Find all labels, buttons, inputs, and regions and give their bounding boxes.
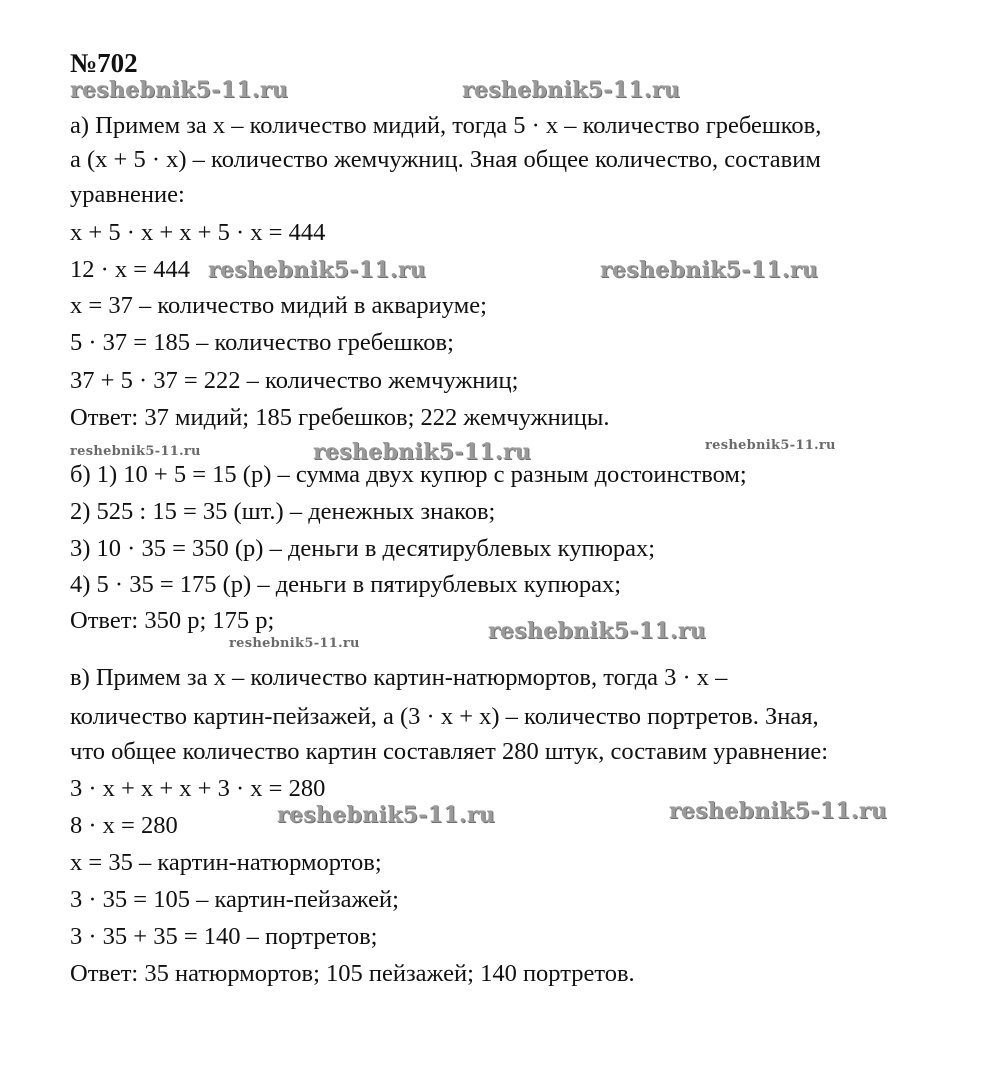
- watermark: reshebnik5-11.ru: [229, 636, 360, 651]
- solution-line: 3 · 35 = 105 – картин-пейзажей;: [70, 886, 399, 913]
- watermark: reshebnik5-11.ru: [669, 798, 888, 824]
- watermark: reshebnik5-11.ru: [70, 444, 201, 459]
- equation-line: 12 · х = 444: [70, 256, 190, 283]
- part-a-line: уравнение:: [70, 181, 185, 208]
- equation-line: 3 · х + х + х + 3 · х = 280: [70, 775, 326, 802]
- watermark: reshebnik5-11.ru: [313, 439, 532, 465]
- watermark: reshebnik5-11.ru: [488, 618, 707, 644]
- answer-line: Ответ: 37 мидий; 185 гребешков; 222 жемчужницы.: [70, 404, 610, 431]
- solution-line: х = 35 – картин-натюрмортов;: [70, 849, 382, 876]
- solution-line: 37 + 5 · 37 = 222 – количество жемчужниц;: [70, 367, 519, 394]
- watermark: reshebnik5-11.ru: [600, 257, 819, 283]
- answer-line: Ответ: 350 р; 175 р;: [70, 607, 275, 634]
- part-b-line: б) 1) 10 + 5 = 15 (р) – сумма двух купюр с разным достоинством;: [70, 461, 747, 488]
- part-c-line: количество картин-пейзажей, а (3 · х + х) – количество портретов. Зная,: [70, 703, 819, 730]
- answer-line: Ответ: 35 натюрмортов; 105 пейзажей; 140 портретов.: [70, 960, 635, 987]
- equation-line: х + 5 · х + х + 5 · х = 444: [70, 219, 326, 246]
- watermark: reshebnik5-11.ru: [462, 77, 681, 103]
- part-b-line: 4) 5 · 35 = 175 (р) – деньги в пятирублевых купюрах;: [70, 571, 622, 598]
- solution-line: 3 · 35 + 35 = 140 – портретов;: [70, 923, 378, 950]
- part-a-line: а (х + 5 · х) – количество жемчужниц. Зная общее количество, составим: [70, 146, 821, 173]
- part-c-line: в) Примем за х – количество картин-натюрмортов, тогда 3 · х –: [70, 664, 728, 691]
- part-b-line: 3) 10 · 35 = 350 (р) – деньги в десятирублевых купюрах;: [70, 535, 656, 562]
- watermark: reshebnik5-11.ru: [208, 257, 427, 283]
- part-c-line: что общее количество картин составляет 280 штук, составим уравнение:: [70, 738, 829, 765]
- problem-number: №702: [70, 48, 138, 78]
- watermark: reshebnik5-11.ru: [277, 802, 496, 828]
- equation-line: 8 · х = 280: [70, 812, 178, 839]
- solution-line: х = 37 – количество мидий в аквариуме;: [70, 292, 487, 319]
- part-b-line: 2) 525 : 15 = 35 (шт.) – денежных знаков;: [70, 498, 496, 525]
- part-a-line: а) Примем за х – количество мидий, тогда 5 · х – количество гребешков,: [70, 112, 822, 139]
- watermark: reshebnik5-11.ru: [705, 438, 836, 453]
- watermark: reshebnik5-11.ru: [70, 77, 289, 103]
- solution-line: 5 · 37 = 185 – количество гребешков;: [70, 329, 454, 356]
